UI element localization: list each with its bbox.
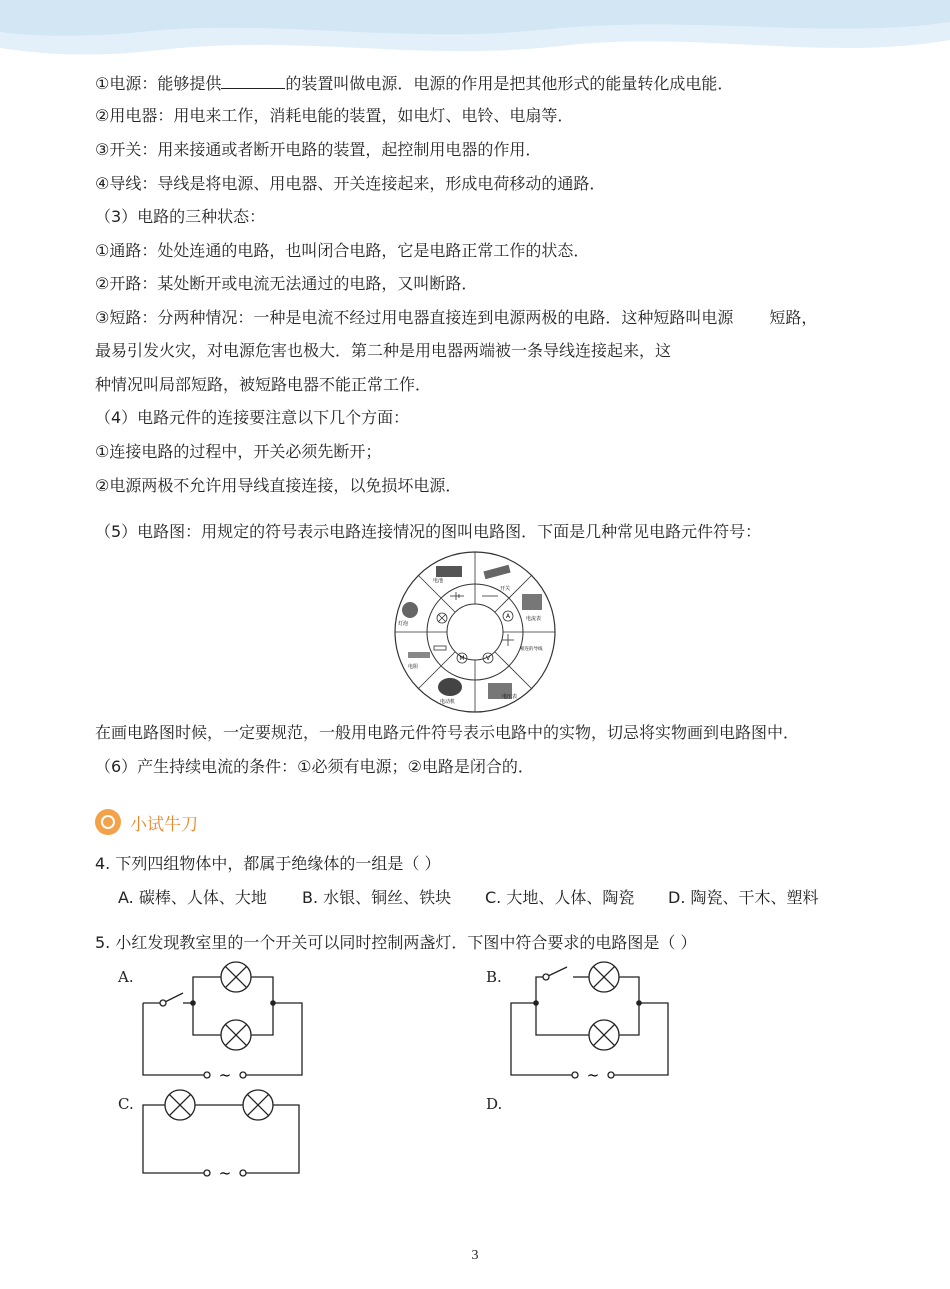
battery-device-image <box>436 566 462 577</box>
wheel-label-resistor: 电阻 <box>408 664 419 670</box>
circuit-diagram-c <box>135 1085 310 1185</box>
wheel-label-battery: 电池 <box>433 578 444 584</box>
text-line-connection-notes: （4）电路元件的连接要注意以下几个方面： <box>95 408 410 427</box>
text-line-local-short: 种情况叫局部短路，被短路电器不能正常工作． <box>95 375 432 394</box>
text-line-appliance: ②用电器：用电来工作，消耗电能的装置，如电灯、电铃、电扇等． <box>95 106 574 125</box>
question-4-option-c: C. 大地、人体、陶瓷 <box>485 888 635 907</box>
ac-terminal <box>204 1072 210 1078</box>
ac-terminal <box>240 1170 246 1176</box>
text-line-power-source <box>95 72 733 95</box>
resistor-device-image <box>408 652 430 658</box>
text-line-short-circuit <box>95 307 817 329</box>
page-number: 3 <box>471 1248 479 1263</box>
wheel-label-lamp: 灯泡 <box>398 621 409 627</box>
lightbulb-icon <box>95 809 121 835</box>
wheel-label-motor: 电动机 <box>440 699 456 705</box>
text-line-circuit-states: （3）电路的三种状态： <box>95 207 266 226</box>
question-4-option-b: B. 水银、铜丝、铁块 <box>302 888 452 907</box>
text-line-switch: ③开关：用来接通或者断开电路的装置，起控制用电器的作用． <box>95 140 542 159</box>
text-line-continuous-current: （6）产生持续电流的条件：①必须有电源；②电路是闭合的． <box>95 757 534 776</box>
question-5-option-d-label: D. <box>486 1095 503 1113</box>
motor-symbol-letter: M <box>459 655 465 662</box>
ac-source-symbol: ~ <box>218 1066 232 1084</box>
header-wave-banner <box>0 0 950 70</box>
question-4-option-a: A. 碳棒、人体、大地 <box>118 888 267 907</box>
motor-device-image <box>438 678 462 696</box>
text-line-open-circuit: ②开路：某处断开或电流无法通过的电路，又叫断路． <box>95 274 478 293</box>
text-line-closed-circuit: ①通路：处处连通的电路，也叫闭合电路，它是电路正常工作的状态． <box>95 241 590 260</box>
wheel-label-wire: 相连的导线 <box>520 647 543 652</box>
text-line-circuit-diagram: （5）电路图：用规定的符号表示电路连接情况的图叫电路图．下面是几种常见电路元件符号： <box>95 522 762 541</box>
text-fragment: ③短路：分两种情况：一种是电流不经过用电器直接连到电源两极的电路．这种短路叫电源 <box>95 308 734 327</box>
text-line-switch-open: ①连接电路的过程中，开关必须先断开； <box>95 442 382 461</box>
ac-terminal <box>608 1072 614 1078</box>
question-5-option-a-label: A. <box>118 968 134 986</box>
text-fragment: ①电源：能够提供 <box>95 74 222 93</box>
ac-source-symbol: ~ <box>218 1164 232 1182</box>
ac-source-symbol: ~ <box>586 1066 600 1084</box>
text-fragment: 的装置叫做电源．电源的作用是把其他形式的能量转化成电能． <box>285 74 734 93</box>
ac-terminal <box>572 1072 578 1078</box>
ammeter-device-image <box>522 594 542 610</box>
text-line-drawing-rule: 在画电路图时候，一定要规范，一般用电路元件符号表示电路中的实物，切忌将实物画到电路图中． <box>95 723 800 742</box>
text-line-short-circuit-cont: 最易引发火灾，对电源危害也极大．第二种是用电器两端被一条导线连接起来，这 <box>95 341 672 360</box>
text-line-no-direct-connect: ②电源两极不允许用导线直接连接，以免损坏电源． <box>95 476 462 495</box>
wheel-label-switch: 开关 <box>500 586 511 592</box>
circuit-symbols-wheel <box>390 550 560 715</box>
circuit-diagram-a <box>135 955 310 1085</box>
section-title: 小试牛刀 <box>130 814 198 835</box>
question-5-option-c-label: C. <box>118 1095 134 1113</box>
voltmeter-symbol-letter: V <box>485 655 491 662</box>
circuit-diagram-b <box>503 955 678 1085</box>
section-header <box>95 808 198 836</box>
question-5-stem: 5. 小红发现教室里的一个开关可以同时控制两盏灯．下图中符合要求的电路图是（ ） <box>95 933 697 952</box>
fill-blank <box>221 72 285 89</box>
question-4-option-d: D. 陶瓷、干木、塑料 <box>668 888 819 907</box>
lamp-device-image <box>402 602 418 618</box>
question-5-option-b-label: B. <box>486 968 502 986</box>
question-4-stem: 4. 下列四组物体中，都属于绝缘体的一组是（ ） <box>95 854 441 873</box>
ac-terminal <box>240 1072 246 1078</box>
ac-terminal <box>204 1170 210 1176</box>
wheel-label-ammeter: 电流表 <box>526 616 542 622</box>
ammeter-symbol-letter: A <box>505 613 511 620</box>
text-line-wire: ④导线：导线是将电源、用电器、开关连接起来，形成电荷移动的通路． <box>95 174 606 193</box>
wheel-label-voltmeter: 电压表 <box>502 694 518 700</box>
text-fragment: 短路， <box>769 308 818 327</box>
